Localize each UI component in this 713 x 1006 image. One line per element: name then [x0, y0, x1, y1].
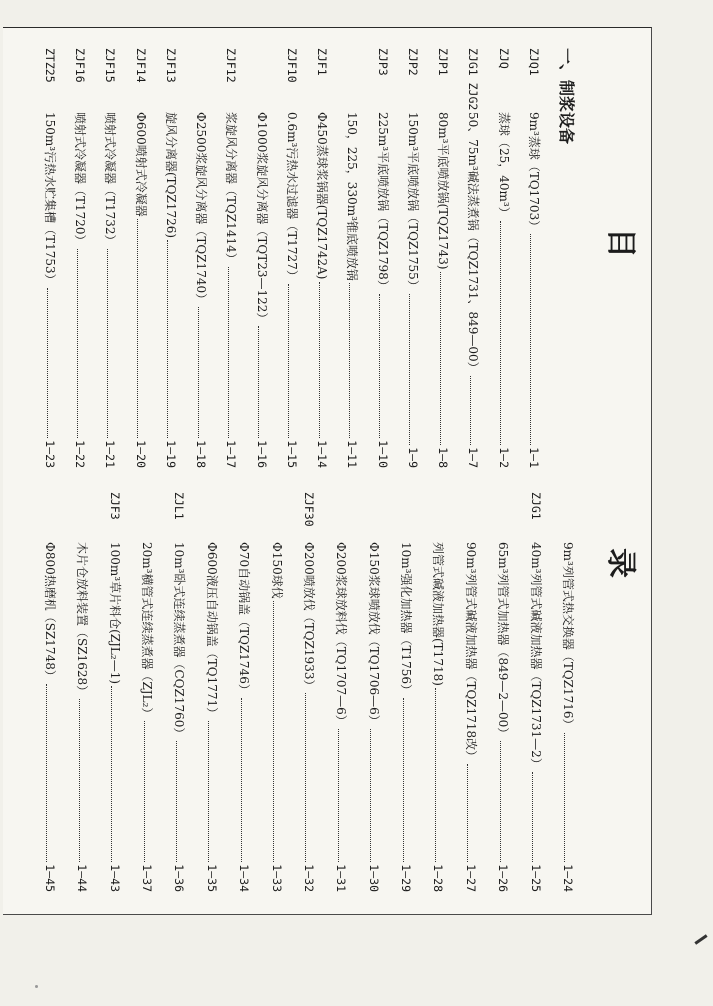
entry-code: ZJF15 [103, 48, 118, 83]
entry-code: ZJP3 [375, 48, 390, 76]
entry-page-number: 1—36 [172, 864, 187, 892]
entry-page-number: 1—15 [284, 440, 299, 468]
entry-name: Φ200浆球放料伐（TQ1707—6） [334, 542, 349, 727]
entry-name: 90m³列管式碱液加热器（TQZ1718改） [463, 542, 478, 763]
entry-code: ZJP1 [436, 48, 451, 76]
toc-entry[interactable] [281, 48, 303, 468]
dot-leader [370, 729, 371, 863]
dot-leader [77, 249, 78, 439]
entry-name: 9m³蒸球（TQ1703） [526, 112, 541, 233]
entry-name: Φ800热磨机（SZ1748） [43, 542, 57, 682]
dot-leader [111, 686, 112, 862]
entry-page-number: 1—8 [436, 447, 451, 468]
entry-code: ZJF1 [315, 48, 330, 76]
entry-name: 列管式碱液加热器(T1718) [431, 542, 446, 686]
entry-page-number: 1—35 [204, 864, 219, 892]
entry-name: Φ70自动锅盖（TQZ1746） [237, 542, 252, 696]
entry-name: 150m³污热水贮集槽（T1753） [43, 112, 58, 286]
dot-leader [500, 221, 501, 445]
toc-entry[interactable] [201, 492, 223, 892]
entry-name: Φ450蒸球浆锅器(TQZ1742A) [315, 112, 330, 280]
toc-entry[interactable] [341, 48, 363, 468]
toc-entry[interactable] [69, 48, 91, 468]
scan-dot [35, 985, 38, 988]
dot-leader [228, 267, 229, 439]
entry-page-number: 1—32 [302, 864, 316, 892]
entry-page-number: 1—19 [163, 440, 178, 468]
toc-entry[interactable] [39, 492, 61, 892]
entry-page-number: 1—33 [269, 864, 284, 892]
dot-leader [258, 326, 259, 438]
toc-entry[interactable] [492, 492, 514, 892]
dot-leader [565, 733, 566, 863]
dot-leader [137, 219, 138, 439]
entry-page-number: 1—25 [528, 864, 543, 892]
entry-page-number: 1—31 [334, 864, 349, 892]
toc-entry[interactable] [298, 492, 320, 892]
toc-entry[interactable] [557, 492, 579, 892]
dot-leader [470, 376, 471, 446]
entry-code: ZJG1 [528, 492, 543, 520]
entry-page-number: 1—20 [133, 440, 148, 468]
entry-code: ZJQ1 [526, 48, 541, 76]
toc-entry[interactable] [493, 48, 515, 468]
toc-entry[interactable] [233, 492, 255, 892]
dot-leader [273, 601, 274, 863]
entry-page-number: 1—34 [237, 864, 252, 892]
dot-leader [79, 699, 80, 862]
rotated-content [27, 40, 641, 896]
toc-entry[interactable] [402, 48, 424, 468]
entry-page-number: 1—26 [496, 864, 511, 892]
entry-name: 10m³卧式连续蒸煮器（CQZ1760） [172, 542, 187, 740]
dot-leader [176, 741, 177, 862]
dot-leader [500, 741, 501, 862]
toc-entry[interactable] [71, 492, 93, 892]
dot-leader [47, 684, 48, 862]
entry-name: Φ150球伐 [269, 542, 284, 599]
toc-entry[interactable] [39, 48, 61, 468]
entry-name: 木片仓放料装置（SZ1628） [75, 542, 90, 698]
entry-page-number: 1—24 [561, 864, 575, 892]
dot-leader [241, 698, 242, 862]
dot-leader [107, 249, 108, 439]
entry-page-number: 1—1 [526, 447, 541, 468]
entry-name: 40m³列管式碱液加热器（TQZ1731—2） [528, 542, 543, 770]
entry-code: ZJP2 [405, 48, 420, 76]
dot-leader [435, 688, 436, 862]
entry-page-number: 1—43 [107, 864, 122, 892]
toc-column-right [39, 492, 579, 892]
toc-entry[interactable] [432, 48, 454, 468]
dot-leader [144, 721, 145, 862]
entry-code: ZJF13 [163, 48, 178, 83]
entry-name: 0.6m³污热水过滤器（T1727） [284, 112, 299, 282]
entry-page-number: 1—27 [463, 864, 478, 892]
toc-entry[interactable] [266, 492, 288, 892]
entry-name: 225m³平底喷放锅（TQZ1798） [375, 112, 390, 292]
entry-name: Φ150浆球喷放伐（TQ1706—6） [366, 542, 381, 727]
entry-name: 100m³草片料仓(ZJL₂—1) [107, 542, 122, 685]
entry-name: Φ600喷射式冷凝器 [133, 112, 148, 217]
entry-name: Φ600液压自动锅盖（TQ1771） [204, 542, 219, 720]
entry-code: ZJF3 [107, 492, 122, 520]
toc-entry[interactable] [220, 48, 242, 468]
entry-name: Φ1000浆旋风分离器（TQT23—122） [254, 112, 269, 325]
entry-page-number: 1—16 [254, 440, 269, 468]
entry-page-number: 1—17 [224, 440, 239, 468]
entry-code: ZTZ25 [43, 48, 58, 83]
toc-entry[interactable] [190, 48, 212, 468]
toc-title: 目 录 [603, 228, 638, 708]
dot-leader [47, 288, 48, 439]
entry-page-number: 1—29 [399, 864, 414, 892]
toc-entry[interactable] [136, 492, 158, 892]
toc-entry[interactable] [523, 48, 545, 468]
entry-page-number: 1—30 [366, 864, 381, 892]
entry-name: 150，225，330m³锥底喷放锅 [345, 112, 360, 281]
entry-code: ZJF10 [284, 48, 299, 83]
toc-entry[interactable] [462, 48, 484, 468]
toc-entry[interactable] [363, 492, 385, 892]
toc-entry[interactable] [525, 492, 547, 892]
dot-leader [409, 294, 410, 445]
entry-name: 浆旋风分离器（TQZ1414） [224, 112, 239, 265]
toc-entry[interactable] [460, 492, 482, 892]
entry-page-number: 1—2 [496, 447, 511, 468]
entry-page-number: 1—11 [345, 440, 360, 468]
toc-entry[interactable] [104, 492, 126, 892]
dot-leader [379, 294, 380, 438]
entry-page-number: 1—21 [103, 440, 118, 468]
entry-code: ZJF14 [133, 48, 148, 83]
toc-entry[interactable] [311, 48, 333, 468]
entry-name: 65m³列管式加热器（849—2—00） [496, 542, 511, 740]
toc-column-left [39, 48, 579, 468]
toc-entry[interactable] [169, 492, 191, 892]
entry-page-number: 1—10 [375, 440, 390, 468]
entry-name: 蒸球（25，40m³） [496, 112, 511, 219]
toc-entry[interactable] [395, 492, 417, 892]
dot-leader [198, 307, 199, 438]
toc-entry[interactable] [99, 48, 121, 468]
entry-code: ZJF30 [302, 492, 316, 527]
entry-page-number: 1—7 [466, 447, 481, 468]
dot-leader [306, 693, 307, 862]
dot-leader [288, 284, 289, 438]
entry-name: 9m³列管式热交换器（TQZ1716） [561, 542, 575, 731]
entry-name: 20m³横管式连续蒸煮器（ZJL₂） [140, 542, 155, 720]
entry-code: ZJG1 ZJG2 [466, 48, 481, 111]
entry-code: ZJQ [496, 48, 511, 69]
entry-name: 旋风分离器(TQZ1726) [163, 112, 178, 239]
entry-page-number: 1—23 [43, 440, 58, 468]
toc-entry[interactable] [251, 48, 273, 468]
entry-code: ZJF16 [73, 48, 88, 83]
entry-page-number: 1—18 [194, 440, 209, 468]
entry-page-number: 1—28 [431, 864, 446, 892]
entry-page-number: 1—22 [73, 440, 88, 468]
toc-entry[interactable] [428, 492, 450, 892]
entry-name: Φ2500浆旋风分离器（TQZ1740） [194, 112, 209, 306]
dot-leader [440, 272, 441, 446]
entry-name: 喷射式冷凝器（T1720） [73, 112, 88, 247]
toc-entry[interactable] [160, 48, 182, 468]
dot-leader [467, 764, 468, 862]
dot-leader [403, 698, 404, 862]
entry-page-number: 1—45 [43, 864, 57, 892]
dot-leader [349, 283, 350, 438]
dot-leader [319, 282, 320, 439]
entry-page-number: 1—9 [405, 447, 420, 468]
dot-leader [167, 240, 168, 438]
section-heading: 一、制浆设备 [557, 48, 576, 145]
entry-code: ZJF12 [224, 48, 239, 83]
dot-leader [208, 721, 209, 862]
entry-name: 50、75m³碱法蒸煮锅（TQZ1731、849—00） [466, 112, 481, 374]
toc-entry[interactable] [330, 492, 352, 892]
dot-leader [532, 772, 533, 862]
entry-page-number: 1—14 [315, 440, 330, 468]
entry-name: 10m³强化加热器（T1756） [399, 542, 414, 697]
toc-page [27, 40, 641, 896]
entry-page-number: 1—44 [75, 864, 90, 892]
entry-page-number: 1—37 [140, 864, 155, 892]
dot-leader [530, 234, 531, 445]
entry-name: 150m³平底喷放锅（TQZ1755） [405, 112, 420, 292]
toc-entry[interactable] [130, 48, 152, 468]
entry-code: ZJL1 [172, 492, 187, 520]
entry-name: Φ200喷放伐（TQZ1933） [302, 542, 316, 692]
toc-entry[interactable] [372, 48, 394, 468]
dot-leader [338, 729, 339, 863]
scan-mark [694, 934, 707, 944]
entry-name: 80m³平底喷放锅(TQZ1743) [436, 112, 451, 270]
entry-name: 喷射式冷凝器（T1732） [103, 112, 118, 247]
